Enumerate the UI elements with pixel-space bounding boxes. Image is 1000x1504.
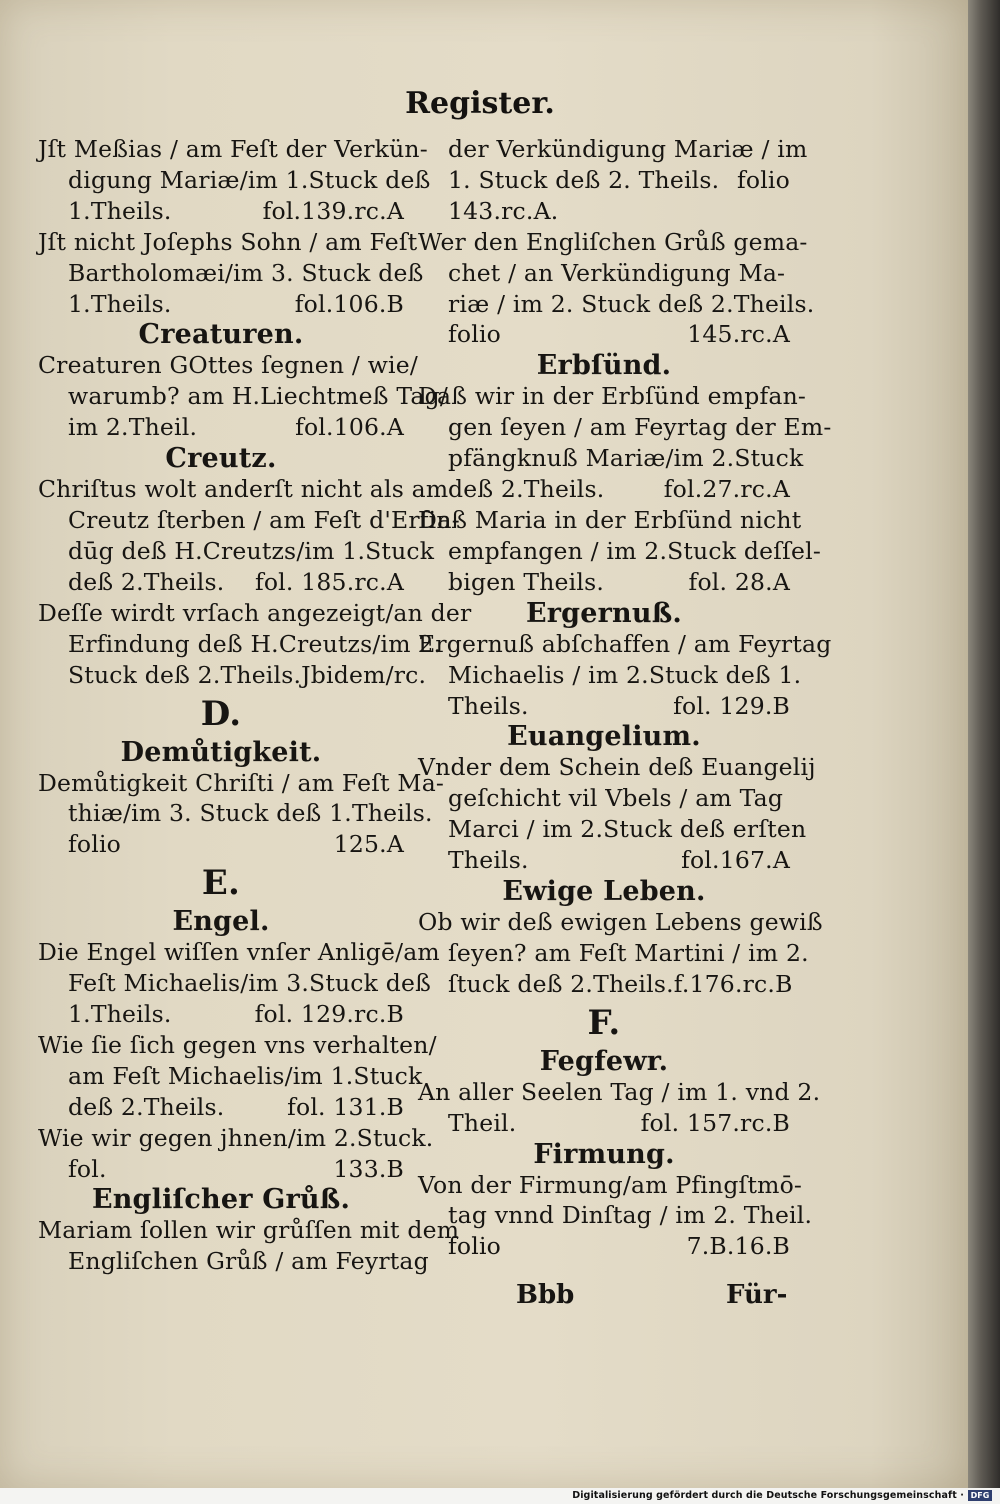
entry-line: Deſſe wirdt vrſach angezeigt/an der xyxy=(38,598,472,627)
index-entry xyxy=(418,629,832,722)
catchword: Für- xyxy=(726,1280,788,1310)
entry-line: empfangen / im 2.Stuck deſſel- xyxy=(448,536,821,565)
running-header: Register. xyxy=(405,86,555,121)
index-entry xyxy=(38,1215,460,1277)
page-edge xyxy=(968,0,1000,1488)
entry-reference: folio 125.A xyxy=(68,830,404,859)
section-heading: Firmung. xyxy=(533,1138,675,1170)
section-heading: Ergernuß. xyxy=(525,597,683,629)
index-entry xyxy=(418,134,808,227)
entry-line: warumb? am H.Liechtmeß Tag/ xyxy=(68,382,448,411)
entry-line: Vnder dem Schein deß Euangelij xyxy=(418,753,816,782)
entry-line: geſchicht vil Vbels / am Tag xyxy=(448,784,784,813)
entry-line: tag vnnd Dinſtag / im 2. Theil. xyxy=(448,1201,813,1230)
index-entry xyxy=(418,1077,821,1139)
signature-mark: Bbb xyxy=(516,1280,575,1310)
index-entry xyxy=(418,381,832,505)
section-heading: Fegfewr. xyxy=(539,1045,669,1077)
letter-heading: E. xyxy=(201,863,241,904)
section-heading: Engel. xyxy=(172,906,270,938)
entry-line: der Verkündigung Mariæ / im xyxy=(448,135,808,163)
section-heading: Engliſcher Grůß. xyxy=(91,1184,351,1216)
section-heading: Creaturen. xyxy=(138,319,304,351)
index-entry xyxy=(38,598,472,691)
index-entry xyxy=(38,474,460,598)
index-entry xyxy=(418,752,816,876)
entry-reference: Theil. fol. 157.rc.B xyxy=(448,1108,790,1137)
index-entry xyxy=(38,350,448,443)
entry-line: chet / an Verkündigung Ma- xyxy=(448,258,786,287)
index-entry xyxy=(418,907,823,1000)
left-column xyxy=(38,134,472,1277)
entry-reference: 1.Theils. fol. 129.rc.B xyxy=(68,1000,404,1029)
entry-reference: deß 2.Theils. fol. 185.rc.A xyxy=(68,567,404,596)
index-entry xyxy=(38,227,424,320)
index-entry xyxy=(38,134,431,227)
entry-reference: deß 2.Theils. fol.27.rc.A xyxy=(448,475,790,504)
index-entry xyxy=(418,227,815,351)
index-entry xyxy=(38,768,445,861)
entry-reference: 1. Stuck deß 2. Theils. folio xyxy=(448,165,790,194)
index-entry xyxy=(38,1123,434,1185)
letter-heading: D. xyxy=(200,693,242,734)
entry-reference: Theils. fol. 129.B xyxy=(448,691,790,720)
entry-reference: 1.Theils. fol.106.B xyxy=(68,289,404,318)
letter-heading: F. xyxy=(587,1002,621,1043)
entry-line: Wer den Engliſchen Grůß gema- xyxy=(418,227,808,256)
entry-reference: fol. 133.B xyxy=(68,1154,404,1183)
entry-reference: Theils. fol.167.A xyxy=(448,846,790,875)
index-entry xyxy=(418,1170,813,1263)
digitization-footer xyxy=(0,1488,1000,1504)
entry-line: dūg deß H.Creutzs/im 1.Stuck xyxy=(68,536,435,565)
entry-line: digung Mariæ/im 1.Stuck deß xyxy=(68,165,431,194)
section-heading: Euangelium. xyxy=(507,721,701,753)
section-heading: Creutz. xyxy=(165,443,277,475)
entry-reference: deß 2.Theils. fol. 131.B xyxy=(68,1092,404,1121)
entry-line: Chriſtus wolt anderſt nicht als am xyxy=(38,475,449,504)
entry-reference: folio 7.B.16.B xyxy=(448,1232,790,1261)
entry-line: gen ſeyen / am Feyrtag der Em- xyxy=(448,413,832,442)
entry-line: ſeyen? am Feſt Martini / im 2. xyxy=(448,938,809,967)
entry-line: Demůtigkeit Chriſti / am Feſt Ma- xyxy=(38,768,445,797)
section-heading: Demůtigkeit. xyxy=(120,736,322,768)
entry-line: An aller Seelen Tag / im 1. vnd 2. xyxy=(418,1077,821,1106)
index-entry xyxy=(38,937,440,1030)
entry-line: 143.rc.A. xyxy=(448,196,559,225)
entry-reference: folio 145.rc.A xyxy=(448,320,790,349)
entry-line: Engliſchen Grůß / am Feyrtag xyxy=(68,1247,429,1276)
entry-line: Jſt Meßias / am Feſt der Verkün- xyxy=(38,135,428,163)
entry-line: Wie wir gegen jhnen/im 2.Stuck. xyxy=(38,1123,434,1152)
entry-line: Marci / im 2.Stuck deß erſten xyxy=(448,815,807,844)
entry-line: thiæ/im 3. Stuck deß 1.Theils. xyxy=(68,799,433,828)
dfg-logo: DFG xyxy=(968,1490,992,1501)
entry-reference: im 2.Theil. fol.106.A xyxy=(68,413,404,442)
entry-line: pfängknuß Mariæ/im 2.Stuck xyxy=(448,444,804,473)
entry-line: Ergernuß abſchaffen / am Feyrtag xyxy=(418,629,832,658)
entry-line: Erfindung deß H.Creutzs/im 2. xyxy=(68,629,442,658)
section-heading: Ewige Leben. xyxy=(502,876,706,908)
entry-line: Von der Firmung/am Pfingſtmō- xyxy=(418,1170,803,1199)
entry-line: Daß Maria in der Erbſünd nicht xyxy=(418,505,802,534)
entry-line: Feſt Michaelis/im 3.Stuck deß xyxy=(68,969,432,998)
entry-reference: bigen Theils. fol. 28.A xyxy=(448,567,790,596)
entry-reference: ſtuck deß 2.Theils. f.176.rc.B xyxy=(448,969,793,998)
entry-line: am Feſt Michaelis/im 1.Stuck xyxy=(68,1061,423,1090)
footer-credit: Digitalisierung gefördert durch die Deutsche Forschungsgemeinschaft · xyxy=(572,1490,964,1501)
index-entry xyxy=(418,505,821,598)
entry-line: Creaturen GOttes ſegnen / wie/ xyxy=(38,351,418,380)
right-column xyxy=(418,134,832,1262)
entry-line: Daß wir in der Erbſünd empfan- xyxy=(418,382,807,411)
entry-line: Creutz ſterben / am Feſt d'Erfin- xyxy=(68,506,460,535)
section-heading: Erbſünd. xyxy=(536,350,672,382)
entry-reference: 1.Theils. fol.139.rc.A xyxy=(68,196,404,225)
entry-line: Die Engel wiſſen vnſer Anligē/am xyxy=(38,938,440,967)
entry-line: Mariam ſollen wir grůſſen mit dem xyxy=(38,1216,460,1245)
entry-line: Jſt nicht Joſephs Sohn / am Feſt xyxy=(38,227,418,256)
entry-line: Bartholomæi/im 3. Stuck deß xyxy=(68,258,424,287)
entry-line: Ob wir deß ewigen Lebens gewiß xyxy=(418,908,823,937)
entry-line: Michaelis / im 2.Stuck deß 1. xyxy=(448,660,802,689)
entry-line: riæ / im 2. Stuck deß 2.Theils. xyxy=(448,289,815,318)
entry-line: Stuck deß 2.Theils.Jbidem/rc. xyxy=(68,660,427,689)
entry-line: Wie ſie ſich gegen vns verhalten/ xyxy=(38,1030,437,1059)
index-entry xyxy=(38,1030,437,1123)
